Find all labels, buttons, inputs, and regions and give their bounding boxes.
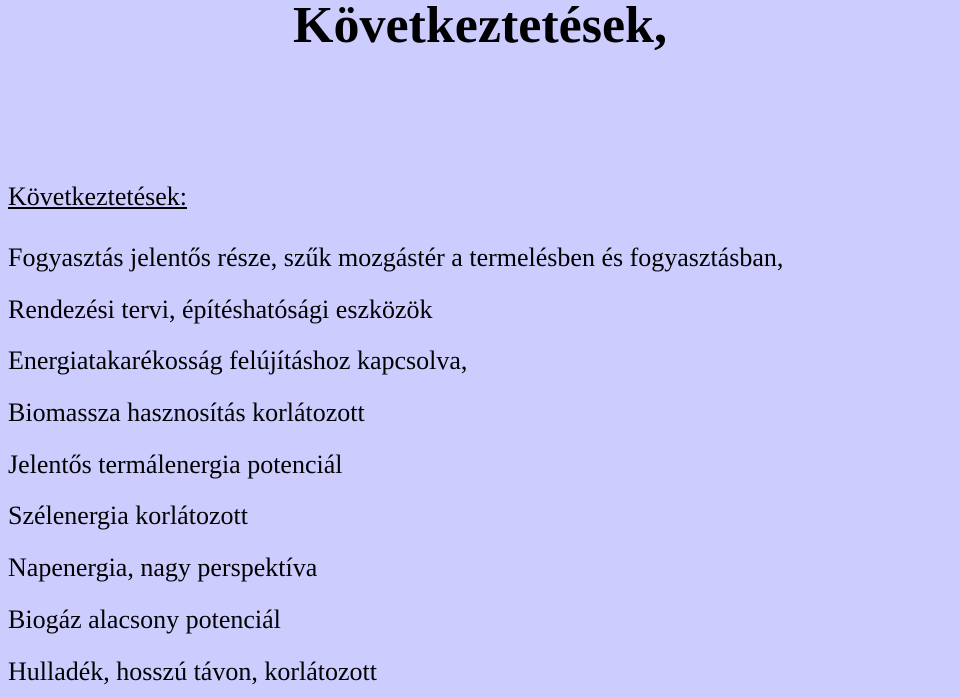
list-item: Biogáz alacsony potenciál <box>8 594 783 646</box>
list-item: Szélenergia korlátozott <box>8 490 783 542</box>
list-item: Rendezési tervi, építéshatósági eszközök <box>8 284 783 336</box>
slide-title: Következtetések, <box>0 0 960 52</box>
list-item: Biomassza hasznosítás korlátozott <box>8 387 783 439</box>
list-item: Energiatakarékosság felújításhoz kapcsolva, <box>8 335 783 387</box>
list-item: Hulladék, hosszú távon, korlátozott <box>8 646 783 697</box>
list-item: Fogyasztás jelentős része, szűk mozgástér a termelésben és fogyasztásban, <box>8 232 783 284</box>
section-subtitle: Következtetések: <box>8 181 187 213</box>
conclusions-list <box>8 232 783 697</box>
list-item: Napenergia, nagy perspektíva <box>8 542 783 594</box>
list-item: Jelentős termálenergia potenciál <box>8 439 783 491</box>
